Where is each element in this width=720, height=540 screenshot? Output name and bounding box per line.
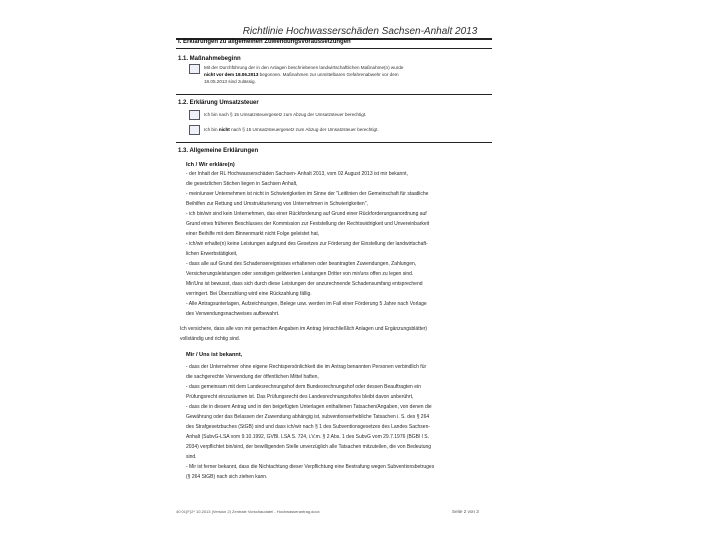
erklaerung-line: - ich/wir erhalte(n) keine Leistungen aufgrund des Gesetzes zur Förderung der Einstellung der landwirtschaft- [186,241,428,247]
massnahmebeginn-text-1: Mit der Durchführung der in den Anlagen beschriebenen landwirtschaftlichen Maßnahme(n) wurde [204,65,404,70]
bekannt-line: - dass gemeinsam mit dem Landesrechnungshof dem Bundesrechnungshof oder dessen Beauftragten ein [186,384,421,390]
erklaerung-line: verringert. Bei Überzahlung wird eine Rückzahlung fällig. [186,291,312,297]
versicherung-line: Ich versichere, dass alle von mir gemachten Angaben im Antrag (einschließlich Anlagen und Ergänzungsblätter) [180,326,428,332]
umsatzsteuer-option-2: Ich bin nicht nach § 15 Umsatzsteuergesetz zum Abzug der Umsatzsteuer berechtigt. [204,127,379,132]
section-divider [176,48,492,49]
erklaerung-line: einer Beihilfe mit dem Binnenmarkt nicht Folge geleistet hat, [186,231,320,237]
umsatzsteuer-berechtigt-checkbox[interactable] [189,110,200,120]
umsatzsteuer-option-1: Ich bin nach § 15 Umsatzsteuergesetz zum Abzug der Umsatzsteuer berechtigt. [204,112,367,117]
erklaerung-line: die gesetzlichen Stichen liegen in Sachsen Anhalt, [186,181,298,187]
bekannt-line: Gewährung oder das Belassen der Zuwendung abhängig ist, subventionserhebliche Tatsachen i. S. des § 264 [186,414,430,420]
divider-2 [176,142,492,143]
erklaerung-line: Grund eines früheren Beschlusses der Kommission zur Feststellung der Rechtswidrigkeit und Unvereinbarkeit [186,221,430,227]
bekannt-line: - Mir ist ferner bekannt, dass die Nichtachtung dieser Verpflichtung eine Bestrafung wegen Subventionsbetruges [186,464,435,470]
bekannt-heading: Mir / Uns ist bekannt, [186,352,243,358]
bekannt-line: Prüfungsrecht einzuräumen ist. Das Prüfungsrecht des Landesrechnungshofes bleibt davon unberührt, [186,394,414,400]
footer-document-id: 40 01(F)2* 10.2013 (Version 2) Zentrale Vorschaudatei - Hochwasserantrag.docx [176,509,320,514]
erklaerung-line: - der Inhalt der RL Hochwasserschäden Sachsen- Anhalt 2013, vom 02 August 2013 ist mir bekannt, [186,171,408,177]
erklaerung-line: - mein/unser Unternehmen ist nicht in Schwierigkeiten im Sinne der "Leitlinien der Gemeinschaft für staatliche [186,191,429,197]
subsection-massnahmebeginn-heading: 1.1. Maßnahmebeginn [178,56,241,62]
bekannt-line: - dass der Unternehmer ohne eigene Rechtspersönlichkeit die im Antrag benannten Personen verbindlich für [186,364,427,370]
bekannt-line: - dass die in diesem Antrag und in den beigefügten Unterlagen enthaltenen Tatsachen/Angaben, von denen die [186,404,432,410]
erklaerung-line: - Alle Antragsunterlagen, Aufzeichnungen, Belege usw. werden im Fall einer Förderung 5 Jahre nach Vorlage [186,301,427,307]
erklaerung-line: - ich bin/wir sind kein Unternehmen, das einer Rückforderung auf Grund einer Rückforderungsanordnung auf [186,211,427,217]
umsatzsteuer-nicht-berechtigt-checkbox[interactable] [189,125,200,135]
bekannt-line: die sachgerechte Verwendung der öffentlichen Mittel haften, [186,374,319,380]
erklaerung-line: Versicherungsleistungen oder sonstigen geldwerten Leistungen Dritter von mir/uns offen zu legen sind. [186,271,414,277]
erklaerung-line: lichen Erwerbstätigkeit, [186,251,238,257]
massnahmebeginn-text-3: 18.05.2013 sind zulässig. [204,79,256,84]
erklaerung-line: des Verwendungsnachweises aufbewahrt. [186,311,280,317]
versicherung-line: vollständig und richtig sind. [180,336,241,342]
subsection-umsatzsteuer-heading: 1.2. Erklärung Umsatzsteuer [178,100,259,106]
subsection-allgemein-heading: 1.3. Allgemeine Erklärungen [178,148,259,154]
divider-1 [176,94,492,95]
bekannt-line: 2034) verpflichtet bin/sind, der bewilligenden Stelle unverzüglich alle Tatsachen mitzuteilen, die von Bedeutung [186,444,432,450]
massnahmebeginn-text-2: nicht vor dem 18.06.2013 begonnen. Maßnahmen zur unmittelbaren Gefahrenabwehr vor dem [204,72,399,77]
bekannt-line: Anhalt (SubvG-LSA vom 9.10.1992, GVBl. LSA S. 724, i.V.m. § 2 Abs. 1 des SubvG vom 29.7.1976 (BGBl I S. [186,434,430,440]
erklaerung-line: Mir/Uns ist bewusst, dass sich durch diese Leistungen der anzurechnende Schadensumfang entsprechend [186,281,423,287]
document-title: Richtlinie Hochwasserschäden Sachsen-Anhalt 2013 [242,26,478,37]
erklaerung-line: - dass alle auf Grund des Schadensereignisses erhaltenen oder beantragten Zuwendungen, Zahlungen, [186,261,417,267]
section-heading: I. Erklärungen zu allgemeinen Zuwendungsvoraussetzungen [178,39,351,45]
bekannt-line: (§ 264 StGB) nach sich ziehen kann. [186,474,268,480]
massnahmebeginn-checkbox[interactable] [189,64,200,74]
bekannt-line: des Strafgesetzbuches (StGB) sind und dass ich/wir nach § 1 des Subventionsgesetzes des Landes Sachsen- [186,424,431,430]
erklaerung-line: Beihilfen zur Rettung und Umstrukturierung von Unternehmen in Schwierigkeiten", [186,201,368,207]
bekannt-line: sind. [186,454,197,460]
ich-erklaere-heading: Ich / Wir erkläre(n) [186,162,235,168]
footer-page-number: Seite 2 von 3 [452,509,479,514]
